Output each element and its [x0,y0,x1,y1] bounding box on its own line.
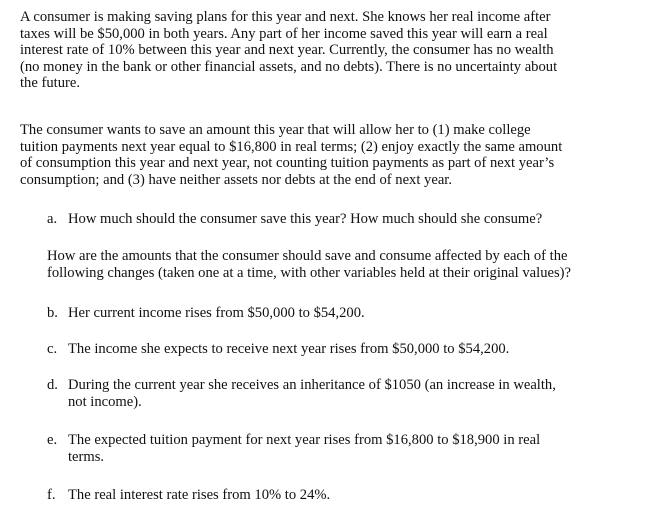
changes-intro-line: How are the amounts that the consumer should save and consume affected by each of the [47,248,568,264]
changes-intro-paragraph [47,248,647,281]
question-text: During the current year she receives an inheritance of $1050 (an increase in wealth, [68,377,556,393]
intro-line: (no money in the bank or other financial assets, and no debts). There is no uncertainty about [20,58,558,75]
question-text: Her current income rises from $50,000 to $54,200. [68,305,365,321]
goals-paragraph [20,122,650,188]
question-text: The expected tuition payment for next year rises from $16,800 to $18,900 in real [68,432,541,448]
goals-line: The consumer wants to save an amount this year that will allow her to (1) make college [20,122,531,138]
question-text: terms. [68,448,105,465]
intro-line: interest rate of 10% between this year and next year. Currently, the consumer has no wealth [20,42,554,59]
changes-intro-line: following changes (taken one at a time, with other variables held at their original values)? [47,264,571,281]
goals-line: of consumption this year and next year, not counting tuition payments as part of next year’s [20,155,555,172]
question-marker: b. [47,305,58,321]
goals-line: consumption; and (3) have neither assets nor debts at the end of next year. [20,171,453,188]
question-text: not income). [68,393,142,410]
question-text: The real interest rate rises from 10% to 24%. [68,487,331,503]
intro-paragraph [20,9,650,92]
question-marker: f. [47,487,56,503]
question-marker: d. [47,377,58,393]
intro-line: A consumer is making saving plans for this year and next. She knows her real income after [20,9,551,25]
question-marker: c. [47,341,58,357]
question-marker: a. [47,211,58,227]
question-marker: e. [47,432,58,448]
question-text: How much should the consumer save this year? How much should she consume? [68,211,543,227]
question-text: The income she expects to receive next year rises from $50,000 to $54,200. [68,341,510,357]
goals-line: tuition payments next year equal to $16,800 in real terms; (2) enjoy exactly the same amount [20,138,563,155]
intro-line: the future. [20,75,80,92]
intro-line: taxes will be $50,000 in both years. Any part of her income saved this year will earn a real [20,25,548,42]
